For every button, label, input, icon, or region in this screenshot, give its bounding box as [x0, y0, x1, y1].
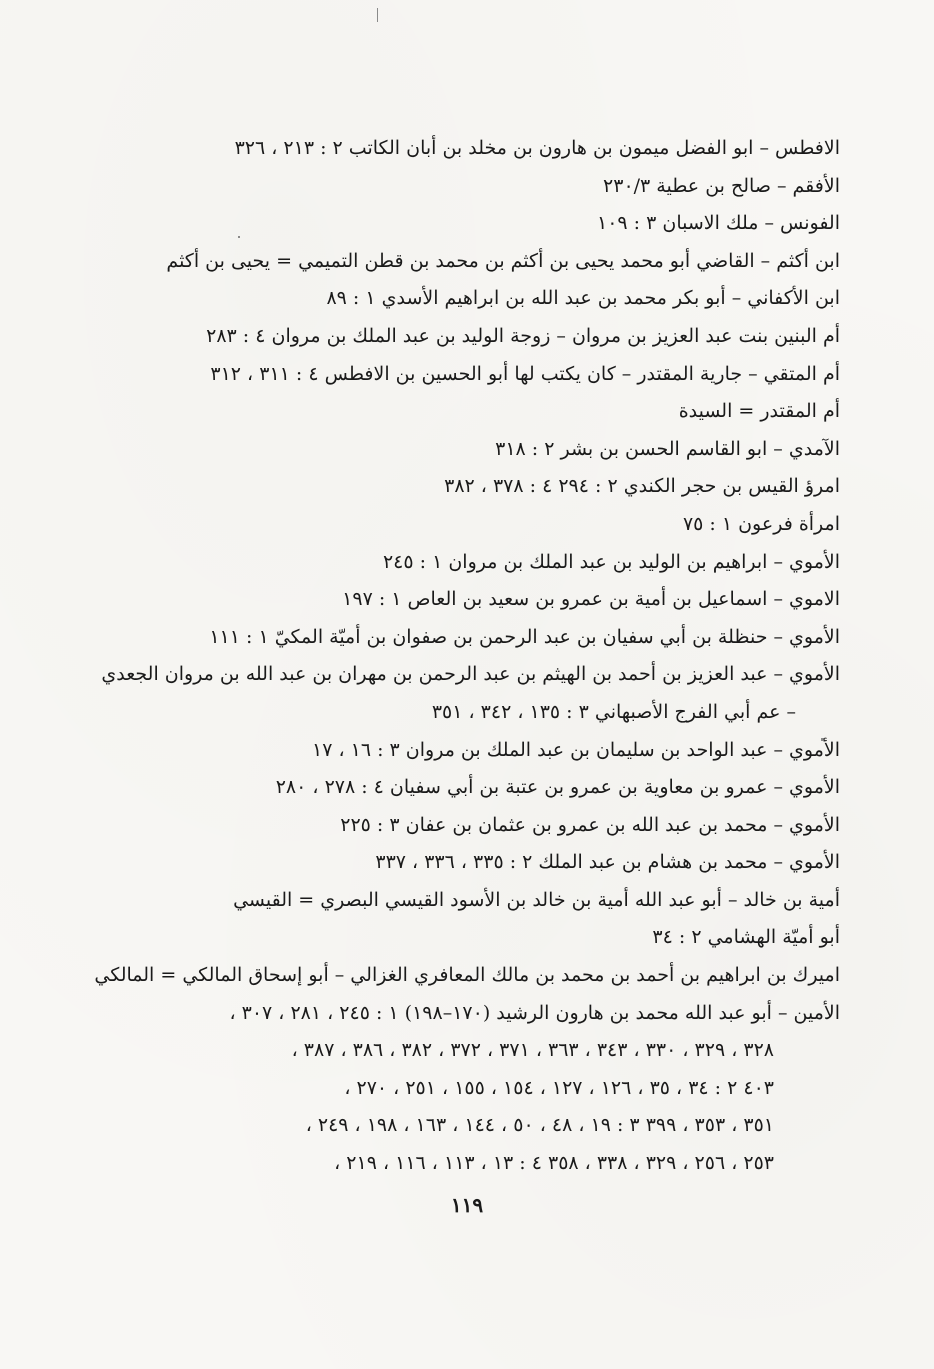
index-entry-line: أبو أميّة الهشامي ٢ : ٣٤: [652, 926, 840, 949]
scan-mark: [377, 8, 378, 22]
index-entry-line: ٣٥١ ، ٣٥٣ ، ٣٩٩ ٣ : ١٩ ، ٤٨ ، ٥٠ ، ١٤٤ ، ١٦٣ ، ١٩٨ ، ٢٤٩ ،: [305, 1114, 774, 1137]
index-entry-line: الأموي – محمد بن هشام بن عبد الملك ٢ : ٣٣٥ ، ٣٣٦ ، ٣٣٧: [375, 851, 840, 874]
index-entry-line: الأموي – ابراهيم بن الوليد بن عبد الملك بن مروان ١ : ٢٤٥: [382, 550, 840, 573]
index-entry-line: الفونس – ملك الاسبان ٣ : ١٠٩: [597, 212, 840, 235]
index-entry-line: اميرك بن ابراهيم بن أحمد بن محمد بن مالك المعافري الغزالي – أبو إسحاق المالكي = المالكي: [94, 964, 840, 987]
index-entry-line: الأموي – عبد الواحد بن سليمان بن عبد الملك بن مروان ٣ : ١٦ ، ١٧: [312, 738, 840, 761]
index-entry-line: الأمين – أبو عبد الله محمد بن هارون الرشيد (١٧٠–١٩٨) ١ : ٢٤٥ ، ٢٨١ ، ٣٠٧ ،: [229, 1001, 840, 1024]
index-entry-line: أم المقتدر = السيدة: [678, 400, 840, 423]
index-entry-line: الافطس – ابو الفضل ميمون بن هارون بن مخلد بن أبان الكاتب ٢ : ٢١٣ ، ٣٢٦: [234, 137, 840, 159]
page-number: ١١٩: [450, 1193, 484, 1217]
index-entry-line: الآمدي – ابو القاسم الحسن بن بشر ٢ : ٣١٨: [495, 437, 840, 460]
index-entry-line: ابن الأكفاني – أبو بكر محمد بن عبد الله بن ابراهيم الأسدي ١ : ٨٩: [326, 287, 840, 310]
index-entry-line: أمية بن خالد – أبو عبد الله أمية بن خالد بن الأسود القيسي البصري = القيسي: [233, 888, 840, 911]
index-entry-line: امرؤ القيس بن حجر الكندي ٢ : ٢٩٤ ٤ : ٣٧٨ ، ٣٨٢: [444, 475, 840, 498]
index-entry-line: أم المتقي – جارية المقتدر – كان يكتب لها أبو الحسين بن الافطس ٤ : ٣١١ ، ٣١٢: [210, 362, 840, 385]
index-entry-line: الأموي – محمد بن عبد الله بن عمرو بن عثمان بن عفان ٣ : ٢٢٥: [340, 813, 840, 836]
index-entry-line: الأموي – عبد العزيز بن أحمد بن الهيثم بن عبد الرحمن بن مهران بن عبد الله بن مروان الجعدي: [101, 663, 840, 686]
index-entry-line: الأموي – حنظلة بن أبي سفيان بن عبد الرحمن بن صفوان بن أميّة المكيّ ١ : ١١١: [209, 625, 840, 648]
index-entry-line: أم البنين بنت عبد العزيز بن مروان – زوجة الوليد بن عبد الملك بن مروان ٤ : ٢٨٣: [206, 324, 840, 347]
index-entries: [94, 130, 840, 1183]
index-entry-line: ٢٥٣ ، ٢٥٦ ، ٣٢٩ ، ٣٣٨ ، ٣٥٨ ٤ : ١٣ ، ١١٣ ، ١١٦ ، ٢١٩ ،: [334, 1152, 774, 1175]
index-entry-line: الأفقم – صالح بن عطية ٢٣٠/٣: [603, 174, 840, 197]
index-entry-line: ٤٠٣ ٢ : ٣٤ ، ٣٥ ، ١٢٦ ، ١٢٧ ، ١٥٤ ، ١٥٥ ، ٢٥١ ، ٢٧٠ ،: [344, 1076, 774, 1099]
index-entry-line: الأموي – عمرو بن معاوية بن عمرو بن عتبة بن أبي سفيان ٤ : ٢٧٨ ، ٢٨٠: [275, 776, 840, 799]
index-entry-line: ابن أكثم – القاضي أبو محمد يحيى بن أكثم بن محمد بن قطن التميمي = يحيى بن أكثم: [166, 249, 840, 272]
index-entry-line: الاموي – اسماعيل بن أمية بن عمرو بن سعيد بن العاص ١ : ١٩٧: [342, 588, 840, 611]
index-entry-line: امرأة فرعون ١ : ٧٥: [682, 512, 840, 535]
index-entry-line: ٣٢٨ ، ٣٢٩ ، ٣٣٠ ، ٣٤٣ ، ٣٦٣ ، ٣٧١ ، ٣٧٢ ، ٣٨٢ ، ٣٨٦ ، ٣٨٧ ،: [291, 1039, 774, 1062]
index-entry-line: – عم أبي الفرج الأصبهاني ٣ : ١٣٥ ، ٣٤٢ ، ٣٥١: [431, 700, 796, 723]
